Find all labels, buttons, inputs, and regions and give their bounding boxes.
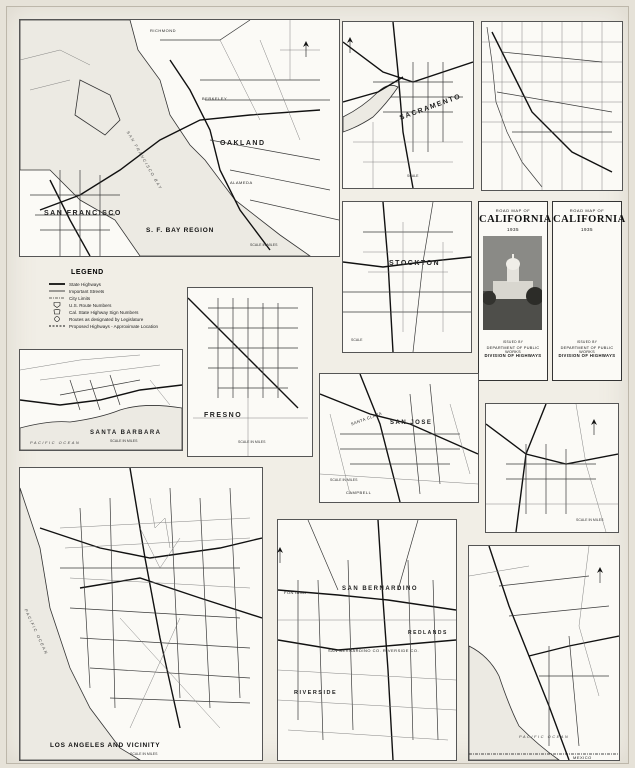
cover2-line1: ROAD MAP OF [569, 208, 605, 213]
place-campbell: CAMPBELL [346, 490, 372, 495]
legend-title: LEGEND [71, 269, 104, 276]
san-jose-roads [320, 374, 478, 502]
cover2-issued: ISSUED BY [576, 340, 598, 344]
fresno-map[interactable] [187, 287, 313, 457]
stockton-map[interactable] [342, 201, 472, 353]
us-shield-icon [49, 302, 65, 308]
bakersfield-scale: SCALE IN MILES [576, 518, 604, 522]
place-fontana: FONTANA [284, 590, 307, 595]
place-oakland: OAKLAND [220, 140, 266, 147]
sf-bay-title: S. F. BAY REGION [146, 227, 215, 234]
water-sf-bay: SAN FRANCISCO BAY [125, 130, 164, 191]
legend-proposed-line [49, 323, 65, 329]
legend-street-line [49, 288, 65, 294]
san-jose-map[interactable] [319, 373, 479, 503]
santa-barbara-scale: SCALE IN MILES [110, 439, 138, 443]
cover2-division: DIVISION OF HIGHWAYS [558, 353, 616, 358]
fresno-scale: SCALE IN MILES [238, 440, 266, 444]
los-angeles-scale: SCALE IN MILES [130, 752, 158, 756]
california-overview-map[interactable] [481, 21, 623, 191]
legend-item [49, 281, 101, 287]
legend-state-highway-line [49, 281, 65, 287]
sacramento-roads [343, 22, 473, 188]
place-san-jose: SAN JOSE [390, 420, 433, 426]
place-berkeley: BERKELEY [202, 96, 228, 101]
legend-item [49, 302, 111, 308]
place-richmond: RICHMOND [150, 28, 176, 33]
place-alameda: ALAMEDA [230, 180, 253, 185]
cover1-issued: ISSUED BY [502, 340, 524, 344]
legend-label: U.S. Route Numbers [69, 302, 112, 308]
capitol-photo [483, 236, 542, 330]
cover-plain[interactable] [552, 201, 626, 381]
place-santa-barbara: SANTA BARBARA [90, 430, 162, 436]
bakersfield-roads [486, 404, 618, 532]
cover2-dept: DEPARTMENT OF PUBLIC WORKS [560, 346, 614, 354]
mexico-label: MEXICO [573, 755, 592, 760]
bakersfield-map[interactable] [485, 403, 619, 533]
legend-label: Routes as designated by Legislature [69, 316, 144, 322]
legend-label: City Limits [69, 295, 91, 301]
los-angeles-map[interactable] [19, 467, 263, 761]
north-arrow-icon [591, 419, 597, 435]
legend-item [49, 295, 90, 301]
cover1-line1: ROAD MAP OF [495, 208, 531, 213]
legend-label: Important Streets [69, 288, 105, 294]
sf-bay-scale: SCALE IN MILES [250, 243, 278, 247]
legend-label: Cal. State Highway Sign Numbers [69, 309, 139, 315]
cover2-year: 1935 [580, 227, 593, 232]
legend-label: State Highways [69, 281, 101, 287]
water-pacific-sd: PACIFIC OCEAN [519, 734, 570, 739]
santa-barbara-map[interactable] [19, 349, 183, 451]
stockton-scale: SCALE [351, 338, 363, 342]
cover1-title: CALIFORNIA [479, 214, 552, 225]
cover1-year: 1935 [506, 227, 519, 232]
water-pacific-sb: PACIFIC OCEAN [30, 440, 81, 445]
north-arrow-icon [597, 567, 603, 583]
place-stockton: STOCKTON [389, 260, 441, 267]
place-san-francisco: SAN FRANCISCO [44, 210, 122, 217]
state-shield-icon [49, 309, 65, 315]
legend-item [49, 316, 143, 322]
cover1-dept: DEPARTMENT OF PUBLIC WORKS [486, 346, 540, 354]
place-fresno: FRESNO [204, 412, 243, 419]
place-sacramento: SACRAMENTO [398, 93, 463, 122]
place-riverside: RIVERSIDE [294, 690, 338, 696]
cover1-division: DIVISION OF HIGHWAYS [484, 353, 542, 358]
place-redlands: REDLANDS [408, 630, 448, 636]
north-arrow-icon [347, 37, 353, 53]
legend-item [49, 309, 138, 315]
legend-item [49, 288, 104, 294]
map-sheet [6, 6, 629, 764]
place-santa-clara: SANTA CLARA [350, 410, 383, 427]
los-angeles-roads [20, 468, 262, 760]
cover-with-photo[interactable] [478, 201, 552, 381]
sacramento-map[interactable] [342, 21, 474, 189]
sacramento-scale: SCALE [407, 174, 419, 178]
map-legend [49, 269, 189, 339]
north-arrow-icon [303, 41, 309, 57]
sf-bay-region-map[interactable] [19, 19, 340, 257]
san-bernardino-map[interactable] [277, 519, 457, 761]
california-overview-roads [482, 22, 622, 190]
los-angeles-title: LOS ANGELES AND VICINITY [50, 742, 161, 749]
sf-bay-roads [20, 20, 339, 256]
route-circle-icon [49, 316, 65, 322]
fresno-roads [188, 288, 312, 456]
san-jose-scale: SCALE IN MILES [330, 478, 358, 482]
water-pacific-la: PACIFIC OCEAN [23, 608, 50, 656]
legend-city-limits-line [49, 295, 65, 301]
north-arrow-icon [277, 547, 283, 563]
san-bernardino-roads [278, 520, 456, 760]
stockton-roads [343, 202, 471, 352]
cover2-title: CALIFORNIA [553, 214, 626, 225]
county-line-label: SAN BERNARDINO CO. RIVERSIDE CO. [328, 648, 420, 653]
legend-item [49, 323, 158, 329]
legend-label: Proposed Highways - Approximate Location [69, 323, 159, 329]
place-san-bernardino: SAN BERNARDINO [342, 586, 419, 592]
